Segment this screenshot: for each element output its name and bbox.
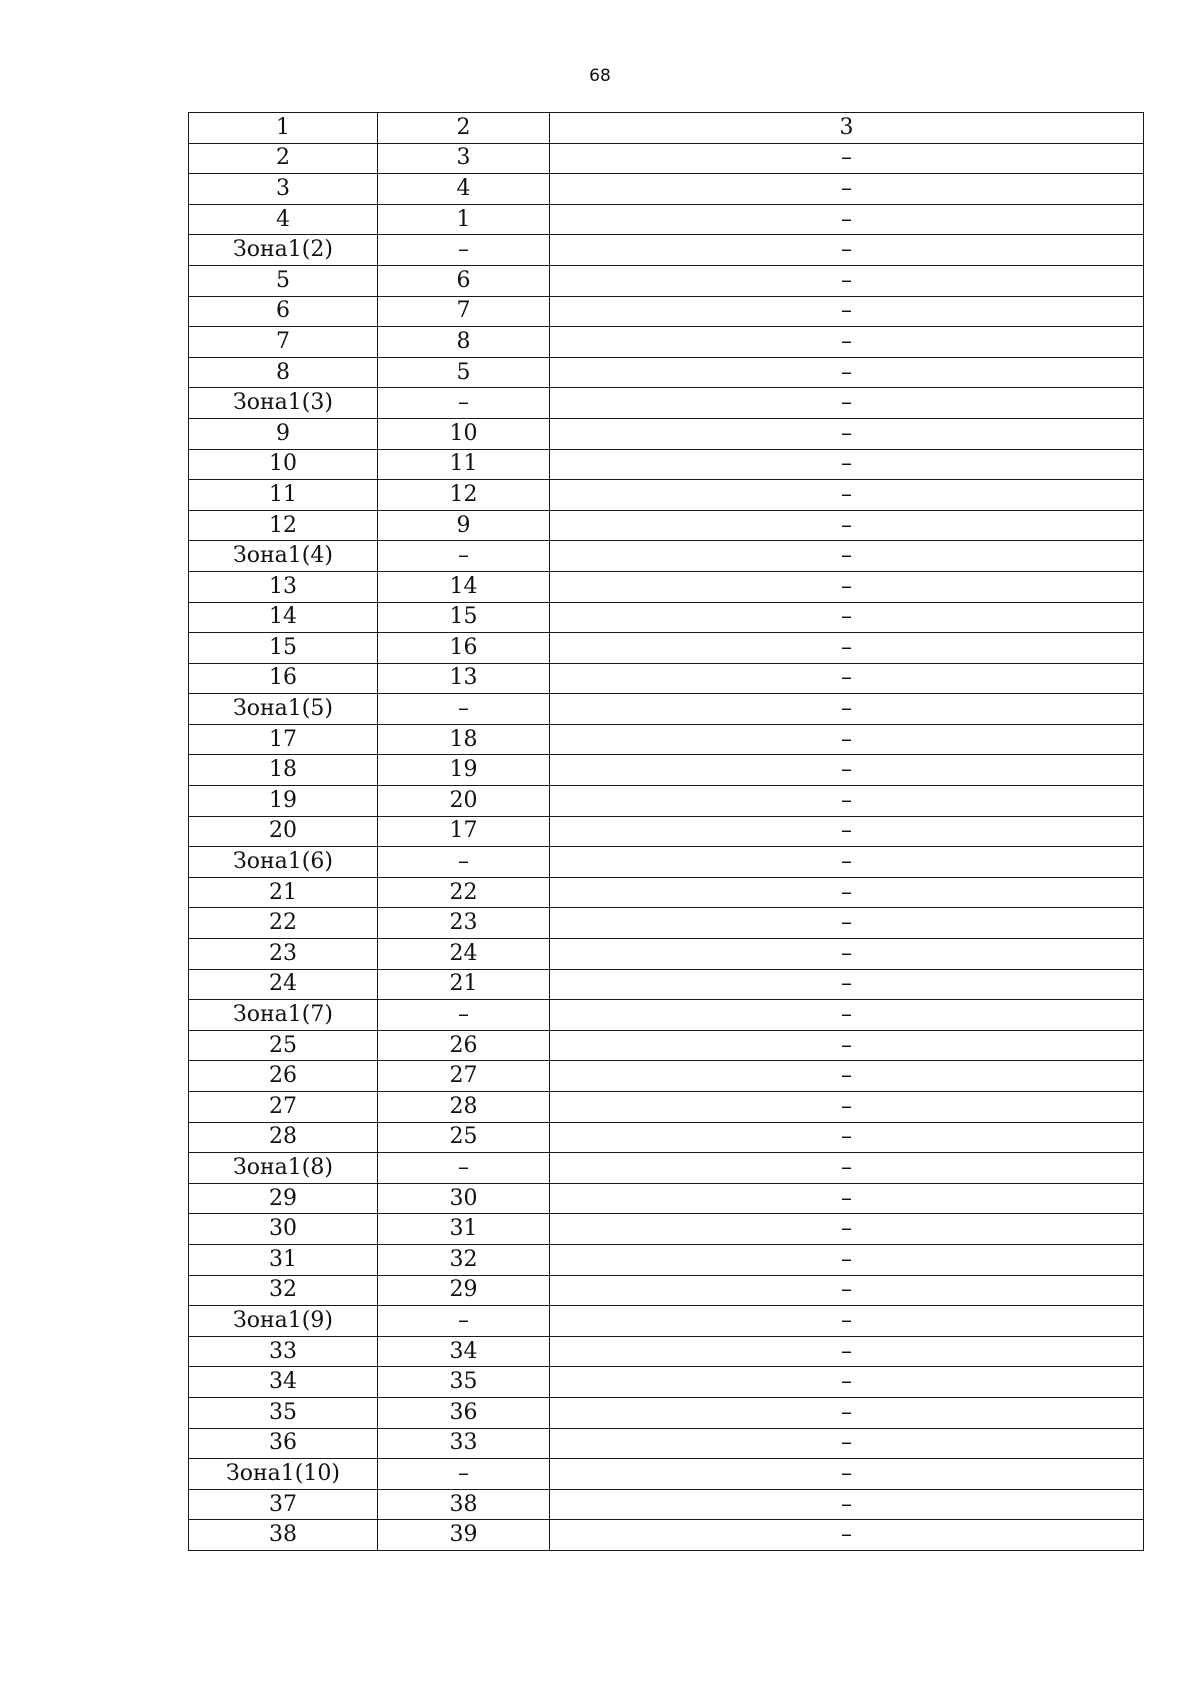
table-cell-col1: 8 xyxy=(189,357,378,388)
table-cell-col1: 36 xyxy=(189,1428,378,1459)
table-cell-col2: 10 xyxy=(378,418,550,449)
table-row xyxy=(189,327,1144,358)
table-row xyxy=(189,755,1144,786)
table-cell-col1: 20 xyxy=(189,816,378,847)
table-cell-col2: 19 xyxy=(378,755,550,786)
table-row xyxy=(189,1000,1144,1031)
table-row xyxy=(189,1336,1144,1367)
table-cell-col3: – xyxy=(550,724,1144,755)
table-cell-col2: 13 xyxy=(378,663,550,694)
table-cell-col3: – xyxy=(550,143,1144,174)
table-cell-col1: 13 xyxy=(189,571,378,602)
table-cell-col3: – xyxy=(550,1244,1144,1275)
table-cell-col2: 38 xyxy=(378,1489,550,1520)
table-cell-col1: Зона1(8) xyxy=(189,1153,378,1184)
table-cell-col3: – xyxy=(550,571,1144,602)
table-row xyxy=(189,877,1144,908)
table-row xyxy=(189,204,1144,235)
table-cell-col3: 3 xyxy=(550,113,1144,144)
table-cell-col3: – xyxy=(550,174,1144,205)
table-row xyxy=(189,1122,1144,1153)
table-cell-col1: 26 xyxy=(189,1061,378,1092)
table-row xyxy=(189,541,1144,572)
table-row xyxy=(189,1030,1144,1061)
table-row xyxy=(189,388,1144,419)
table-cell-col1: 35 xyxy=(189,1397,378,1428)
table-cell-col2: 18 xyxy=(378,724,550,755)
table-cell-col1: 25 xyxy=(189,1030,378,1061)
table-cell-col1: 19 xyxy=(189,786,378,817)
table-cell-col2: – xyxy=(378,235,550,266)
table-cell-col1: Зона1(4) xyxy=(189,541,378,572)
data-table xyxy=(188,112,1144,1551)
table-row xyxy=(189,1489,1144,1520)
table-row xyxy=(189,296,1144,327)
table-cell-col3: – xyxy=(550,235,1144,266)
table-cell-col2: – xyxy=(378,694,550,725)
table-row xyxy=(189,1244,1144,1275)
table-cell-col3: – xyxy=(550,1122,1144,1153)
table-cell-col3: – xyxy=(550,1367,1144,1398)
table-cell-col2: 24 xyxy=(378,939,550,970)
table-cell-col3: – xyxy=(550,265,1144,296)
table-cell-col3: – xyxy=(550,296,1144,327)
table-cell-col3: – xyxy=(550,969,1144,1000)
table-cell-col1: 1 xyxy=(189,113,378,144)
table-cell-col2: 11 xyxy=(378,449,550,480)
table-cell-col2: 22 xyxy=(378,877,550,908)
table-cell-col2: 23 xyxy=(378,908,550,939)
table-row xyxy=(189,1183,1144,1214)
table-cell-col3: – xyxy=(550,694,1144,725)
table-row xyxy=(189,724,1144,755)
table-row xyxy=(189,1092,1144,1123)
table-cell-col2: 16 xyxy=(378,633,550,664)
table-row xyxy=(189,602,1144,633)
table-cell-col1: 16 xyxy=(189,663,378,694)
table-cell-col2: 9 xyxy=(378,510,550,541)
table-cell-col3: – xyxy=(550,755,1144,786)
table-cell-col3: – xyxy=(550,786,1144,817)
table-cell-col2: 14 xyxy=(378,571,550,602)
table-cell-col3: – xyxy=(550,1306,1144,1337)
table-cell-col2: – xyxy=(378,1000,550,1031)
table-cell-col3: – xyxy=(550,602,1144,633)
table-cell-col3: – xyxy=(550,1214,1144,1245)
table-cell-col2: 34 xyxy=(378,1336,550,1367)
table-cell-col1: 2 xyxy=(189,143,378,174)
table-row xyxy=(189,418,1144,449)
table-cell-col3: – xyxy=(550,204,1144,235)
table-cell-col2: – xyxy=(378,541,550,572)
table-cell-col1: 37 xyxy=(189,1489,378,1520)
table-cell-col3: – xyxy=(550,1061,1144,1092)
table-cell-col1: 38 xyxy=(189,1520,378,1551)
table-cell-col3: – xyxy=(550,633,1144,664)
table-row xyxy=(189,571,1144,602)
table-cell-col1: 6 xyxy=(189,296,378,327)
table-cell-col3: – xyxy=(550,1397,1144,1428)
table-cell-col3: – xyxy=(550,1153,1144,1184)
table-row xyxy=(189,1214,1144,1245)
table-cell-col1: 31 xyxy=(189,1244,378,1275)
table-cell-col1: 34 xyxy=(189,1367,378,1398)
table-cell-col2: 17 xyxy=(378,816,550,847)
table-cell-col1: 32 xyxy=(189,1275,378,1306)
table-row xyxy=(189,1153,1144,1184)
table-row xyxy=(189,265,1144,296)
table-cell-col2: – xyxy=(378,1459,550,1490)
table-row xyxy=(189,143,1144,174)
table-cell-col2: 32 xyxy=(378,1244,550,1275)
table-cell-col1: 23 xyxy=(189,939,378,970)
table-row xyxy=(189,1397,1144,1428)
table-cell-col3: – xyxy=(550,1489,1144,1520)
table-cell-col1: 18 xyxy=(189,755,378,786)
table-cell-col3: – xyxy=(550,1275,1144,1306)
table-row xyxy=(189,1275,1144,1306)
table-row xyxy=(189,235,1144,266)
table-cell-col2: 31 xyxy=(378,1214,550,1245)
table-row xyxy=(189,694,1144,725)
table-row xyxy=(189,633,1144,664)
table-cell-col2: 27 xyxy=(378,1061,550,1092)
table-cell-col3: – xyxy=(550,327,1144,358)
table-row xyxy=(189,1459,1144,1490)
table-row xyxy=(189,1428,1144,1459)
table-cell-col1: 21 xyxy=(189,877,378,908)
table-cell-col1: 12 xyxy=(189,510,378,541)
table-cell-col1: 33 xyxy=(189,1336,378,1367)
table-cell-col3: – xyxy=(550,480,1144,511)
table-row xyxy=(189,1367,1144,1398)
table-row xyxy=(189,480,1144,511)
table-cell-col2: 1 xyxy=(378,204,550,235)
table-header-row xyxy=(189,113,1144,144)
table-cell-col2: 8 xyxy=(378,327,550,358)
table-row xyxy=(189,357,1144,388)
table-cell-col2: – xyxy=(378,1153,550,1184)
table-cell-col1: 7 xyxy=(189,327,378,358)
table-cell-col3: – xyxy=(550,1336,1144,1367)
table-cell-col3: – xyxy=(550,510,1144,541)
table-cell-col1: 4 xyxy=(189,204,378,235)
table-row xyxy=(189,939,1144,970)
table-cell-col2: 29 xyxy=(378,1275,550,1306)
table-row xyxy=(189,847,1144,878)
table-row xyxy=(189,510,1144,541)
table-cell-col2: 7 xyxy=(378,296,550,327)
table-row xyxy=(189,816,1144,847)
table-cell-col2: – xyxy=(378,847,550,878)
table-cell-col2: 36 xyxy=(378,1397,550,1428)
table-cell-col1: 3 xyxy=(189,174,378,205)
table-cell-col1: Зона1(7) xyxy=(189,1000,378,1031)
table-cell-col2: 12 xyxy=(378,480,550,511)
table-cell-col2: 35 xyxy=(378,1367,550,1398)
table-row xyxy=(189,908,1144,939)
table-cell-col3: – xyxy=(550,939,1144,970)
table-cell-col3: – xyxy=(550,1520,1144,1551)
table-cell-col3: – xyxy=(550,816,1144,847)
table-cell-col2: 15 xyxy=(378,602,550,633)
table-cell-col1: Зона1(6) xyxy=(189,847,378,878)
table-cell-col2: 39 xyxy=(378,1520,550,1551)
table-cell-col1: Зона1(2) xyxy=(189,235,378,266)
table-cell-col1: 22 xyxy=(189,908,378,939)
table-cell-col1: 29 xyxy=(189,1183,378,1214)
table-cell-col3: – xyxy=(550,388,1144,419)
table-cell-col1: 28 xyxy=(189,1122,378,1153)
table-cell-col1: 27 xyxy=(189,1092,378,1123)
table-cell-col2: – xyxy=(378,388,550,419)
table-cell-col1: Зона1(10) xyxy=(189,1459,378,1490)
table-row xyxy=(189,1306,1144,1337)
table-cell-col2: 33 xyxy=(378,1428,550,1459)
table-cell-col2: 28 xyxy=(378,1092,550,1123)
table-cell-col3: – xyxy=(550,663,1144,694)
table-cell-col1: Зона1(5) xyxy=(189,694,378,725)
table-row xyxy=(189,449,1144,480)
table-cell-col2: 30 xyxy=(378,1183,550,1214)
page-number: 68 xyxy=(589,66,611,86)
table-cell-col1: 11 xyxy=(189,480,378,511)
table-cell-col1: 24 xyxy=(189,969,378,1000)
table-cell-col1: 30 xyxy=(189,1214,378,1245)
table-cell-col1: 15 xyxy=(189,633,378,664)
table-cell-col3: – xyxy=(550,877,1144,908)
table-cell-col1: 14 xyxy=(189,602,378,633)
table-cell-col2: 5 xyxy=(378,357,550,388)
table-cell-col1: Зона1(3) xyxy=(189,388,378,419)
table-cell-col2: 21 xyxy=(378,969,550,1000)
table-body xyxy=(189,113,1144,1551)
table-cell-col1: 10 xyxy=(189,449,378,480)
table-cell-col3: – xyxy=(550,418,1144,449)
table-cell-col3: – xyxy=(550,1000,1144,1031)
table-cell-col1: Зона1(9) xyxy=(189,1306,378,1337)
table-cell-col3: – xyxy=(550,847,1144,878)
table-cell-col2: 6 xyxy=(378,265,550,296)
table-cell-col3: – xyxy=(550,1092,1144,1123)
table-cell-col2: 25 xyxy=(378,1122,550,1153)
table-cell-col1: 9 xyxy=(189,418,378,449)
table-cell-col2: 4 xyxy=(378,174,550,205)
table-cell-col1: 17 xyxy=(189,724,378,755)
table-row xyxy=(189,663,1144,694)
table-cell-col3: – xyxy=(550,449,1144,480)
table-cell-col2: 3 xyxy=(378,143,550,174)
table-row xyxy=(189,969,1144,1000)
table-cell-col1: 5 xyxy=(189,265,378,296)
table-cell-col2: 2 xyxy=(378,113,550,144)
table-cell-col3: – xyxy=(550,1030,1144,1061)
table-cell-col2: 20 xyxy=(378,786,550,817)
table-cell-col3: – xyxy=(550,908,1144,939)
table-cell-col2: – xyxy=(378,1306,550,1337)
table-cell-col3: – xyxy=(550,1459,1144,1490)
table-row xyxy=(189,1520,1144,1551)
table-cell-col2: 26 xyxy=(378,1030,550,1061)
table-cell-col3: – xyxy=(550,541,1144,572)
table-cell-col3: – xyxy=(550,357,1144,388)
table-row xyxy=(189,174,1144,205)
table-cell-col3: – xyxy=(550,1183,1144,1214)
table-row xyxy=(189,1061,1144,1092)
table-cell-col3: – xyxy=(550,1428,1144,1459)
table-row xyxy=(189,786,1144,817)
